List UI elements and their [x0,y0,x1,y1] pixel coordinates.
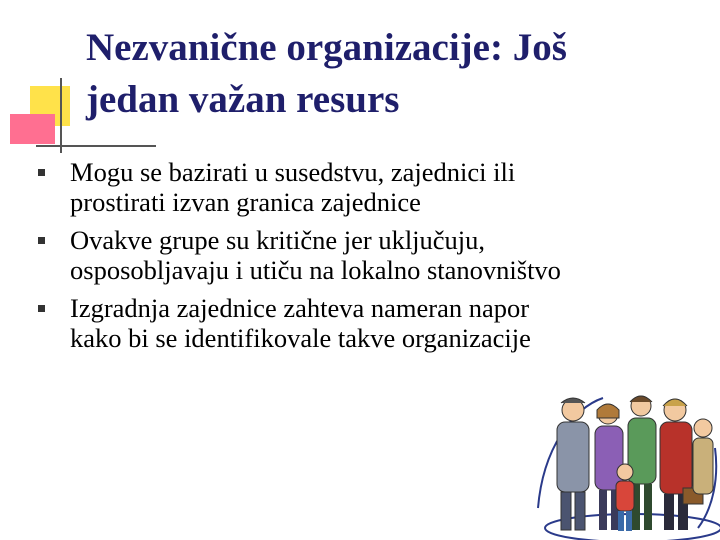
square-bullet-icon [38,305,45,312]
bullet-item [38,293,578,353]
decor-vertical-line [60,78,62,153]
bullet-text: Izgradnja zajednice zahteva nameran napor kako bi se identifikovale takve organizacije [70,293,531,353]
decor-pink-square [10,114,55,144]
title-line-1: Nezvanične organizacije: Još [86,26,567,69]
bullet-text: Mogu se bazirati u susedstvu, zajednici ili prostirati izvan granica zajednice [70,157,516,217]
bullet-text: Ovakve grupe su kritične jer uključuju, osposobljavaju i utiču na lokalno stanovništvo [70,225,561,285]
slide-title [86,22,706,126]
title-line-2: jedan važan resurs [86,78,400,121]
bullet-item [38,225,578,285]
square-bullet-icon [38,169,45,176]
bullet-list [38,157,578,361]
decor-horizontal-line [36,145,156,147]
group-of-people-illustration [533,388,720,540]
bullet-item [38,157,578,217]
square-bullet-icon [38,237,45,244]
